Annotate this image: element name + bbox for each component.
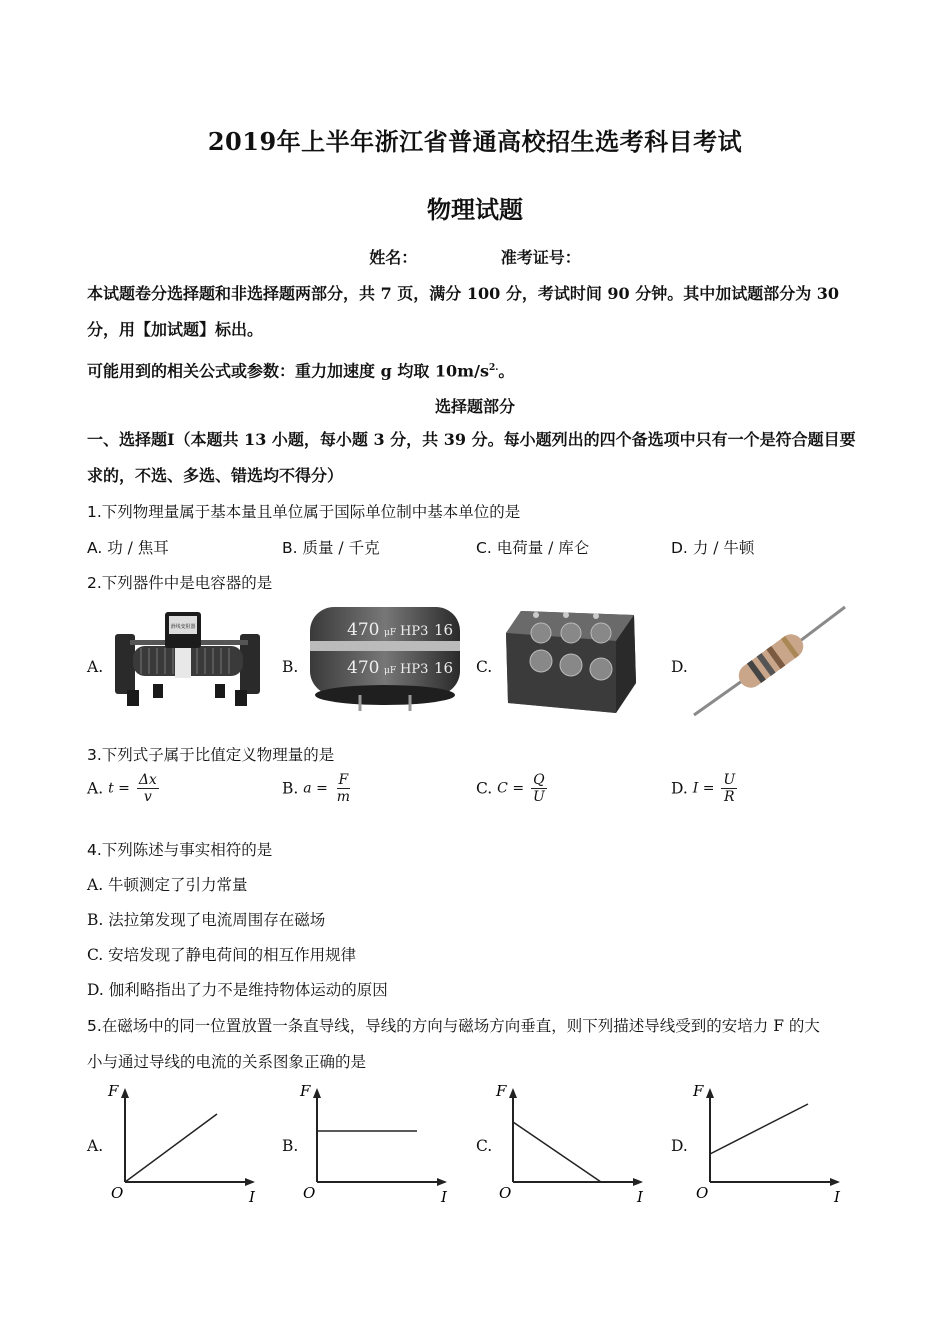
q3-a-num: Δx (138, 772, 157, 788)
graph-b-y-label: F (300, 1082, 311, 1100)
section-instructions: 一、选择题Ⅰ（本题共 13 小题，每小题 3 分，共 39 分。每小题列出的四个备选项中只有一个是符合题目要求的，不选、多选、错选均不得分） (87, 430, 856, 485)
question-3-stem (87, 743, 334, 765)
question-5-stem (87, 1014, 877, 1036)
q3-b-num: F (338, 772, 349, 788)
q2-b-label: B. (282, 658, 299, 676)
graph-c-x-label: I (637, 1188, 643, 1203)
question-2-text: 下列器件中是电容器的是 (101, 574, 273, 592)
graph-c-origin: O (499, 1184, 512, 1202)
question-2-number: 2. (87, 574, 102, 592)
graph-a-line (125, 1114, 217, 1182)
rheostat-image (105, 604, 270, 709)
graph-c (493, 1078, 653, 1203)
resistor-image (692, 603, 847, 718)
question-5-number: 5. (87, 1017, 102, 1035)
q2-c-label: C. (476, 658, 493, 676)
q3-c-label: C. (476, 779, 493, 798)
graph-d (690, 1078, 850, 1203)
formula-note-text: 可能用到的相关公式或参数：重力加速度 g 均取 10m/s (87, 361, 489, 381)
id-label: 准考证号： (500, 248, 581, 267)
q3-d-num: U (723, 772, 736, 788)
q3-option-a (87, 772, 159, 805)
q3-a-den: v (143, 789, 152, 805)
question-4-stem (87, 838, 272, 860)
capacitor-unit-2: μF (384, 666, 397, 676)
q3-a-fraction (137, 772, 159, 805)
question-1-stem (87, 500, 520, 522)
q3-c-num: Q (533, 772, 545, 788)
question-3-number: 3. (87, 746, 102, 764)
capacitor-voltage-2: 16 (434, 659, 454, 677)
question-1-text: 下列物理量属于基本量且单位属于国际单位制中基本单位的是 (101, 503, 521, 521)
question-2-stem (87, 571, 272, 593)
q5-a-label: A. (87, 1137, 104, 1155)
q4-option-d: D. 伽利略指出了力不是维持物体运动的原因 (87, 981, 388, 999)
q3-option-b (282, 772, 352, 805)
capacitor-value-1: 470 (347, 620, 380, 640)
graph-c-y-label: F (496, 1082, 507, 1100)
section-title: 选择题部分 (434, 397, 515, 416)
q3-a-lhs: t = (108, 780, 130, 797)
q3-option-c (476, 772, 547, 805)
q3-c-den: U (533, 789, 545, 805)
q2-d-label: D. (671, 658, 688, 676)
exam-title: 2019年上半年浙江省普通高校招生选考科目考试 (207, 127, 743, 156)
q1-option-d (671, 536, 754, 558)
graph-b (297, 1078, 457, 1203)
q3-c-lhs: C = (497, 780, 525, 797)
q3-b-lhs: a = (303, 780, 328, 797)
rheostat-label: 滑线变阻器 (170, 624, 196, 630)
capacitor-model-1: HP3 (400, 624, 429, 639)
resistance-box-image (496, 603, 641, 718)
question-3-text: 下列式子属于比值定义物理量的是 (101, 746, 335, 764)
q1-option-c (476, 536, 589, 558)
capacitor-model-2: HP3 (400, 662, 429, 677)
graph-a-x-label: I (249, 1188, 255, 1203)
q1-d-label: D. (671, 539, 688, 557)
q1-a-label: A. (87, 539, 103, 557)
candidate-info (0, 245, 950, 268)
q1-a-text: 功 / 焦耳 (107, 539, 169, 557)
q5-d-label: D. (671, 1137, 688, 1155)
q3-b-fraction (335, 772, 352, 805)
graph-b-origin: O (303, 1184, 316, 1202)
graph-d-line (710, 1104, 808, 1154)
q3-d-den: R (724, 789, 735, 805)
question-1-number: 1. (87, 503, 102, 521)
graph-b-x-label: I (441, 1188, 447, 1203)
q4-option-c: C. 安培发现了静电荷间的相互作用规律 (87, 946, 357, 964)
q3-b-label: B. (282, 779, 299, 798)
q3-c-fraction (531, 772, 547, 805)
q4-option-b: B. 法拉第发现了电流周围存在磁场 (87, 911, 326, 929)
formula-note-sup: 2. (488, 363, 499, 373)
graph-c-line (513, 1122, 601, 1182)
q1-option-b (282, 536, 380, 558)
q3-d-label: D. (671, 779, 688, 798)
name-label: 姓名： (369, 248, 418, 267)
capacitor-voltage-1: 16 (434, 621, 454, 639)
formula-note (87, 350, 867, 389)
graph-a-y-label: F (108, 1082, 119, 1100)
q1-c-label: C. (476, 539, 492, 557)
q1-b-label: B. (282, 539, 298, 557)
q3-option-d (671, 772, 737, 805)
question-4-number: 4. (87, 841, 102, 859)
q5-c-label: C. (476, 1137, 493, 1155)
question-5-text-2: 小与通过导线的电流的关系图象正确的是 (87, 1053, 367, 1071)
q1-c-text: 电荷量 / 库仑 (496, 539, 590, 557)
graph-d-y-label: F (693, 1082, 704, 1100)
question-5-text-1: 在磁场中的同一位置放置一条直导线，导线的方向与磁场方向垂直，则下列描述导线受到的安培力 F 的大 (101, 1017, 820, 1035)
question-4-text: 下列陈述与事实相符的是 (101, 841, 273, 859)
capacitor-value-2: 470 (347, 658, 380, 678)
capacitor-unit-1: μF (384, 628, 397, 638)
q1-option-a (87, 536, 169, 558)
formula-note-end: 。 (498, 361, 515, 381)
exam-subtitle: 物理试题 (427, 195, 523, 224)
graph-a (105, 1078, 265, 1203)
q3-d-lhs: I = (692, 780, 715, 797)
graph-d-x-label: I (834, 1188, 840, 1203)
intro-paragraph: 本试题卷分选择题和非选择题两部分，共 7 页，满分 100 分，考试时间 90 分钟。其中加试题部分为 30 分，用【加试题】标出。 (87, 284, 840, 339)
q5-b-label: B. (282, 1137, 299, 1155)
q1-b-text: 质量 / 千克 (302, 539, 380, 557)
capacitor-image (302, 603, 467, 715)
q3-d-fraction (721, 772, 737, 805)
q4-option-a: A. 牛顿测定了引力常量 (87, 876, 248, 894)
graph-d-origin: O (696, 1184, 709, 1202)
q1-d-text: 力 / 牛顿 (692, 539, 755, 557)
q3-a-label: A. (87, 779, 104, 798)
q3-b-den: m (336, 789, 351, 805)
q2-a-label: A. (87, 658, 104, 676)
graph-a-origin: O (111, 1184, 124, 1202)
